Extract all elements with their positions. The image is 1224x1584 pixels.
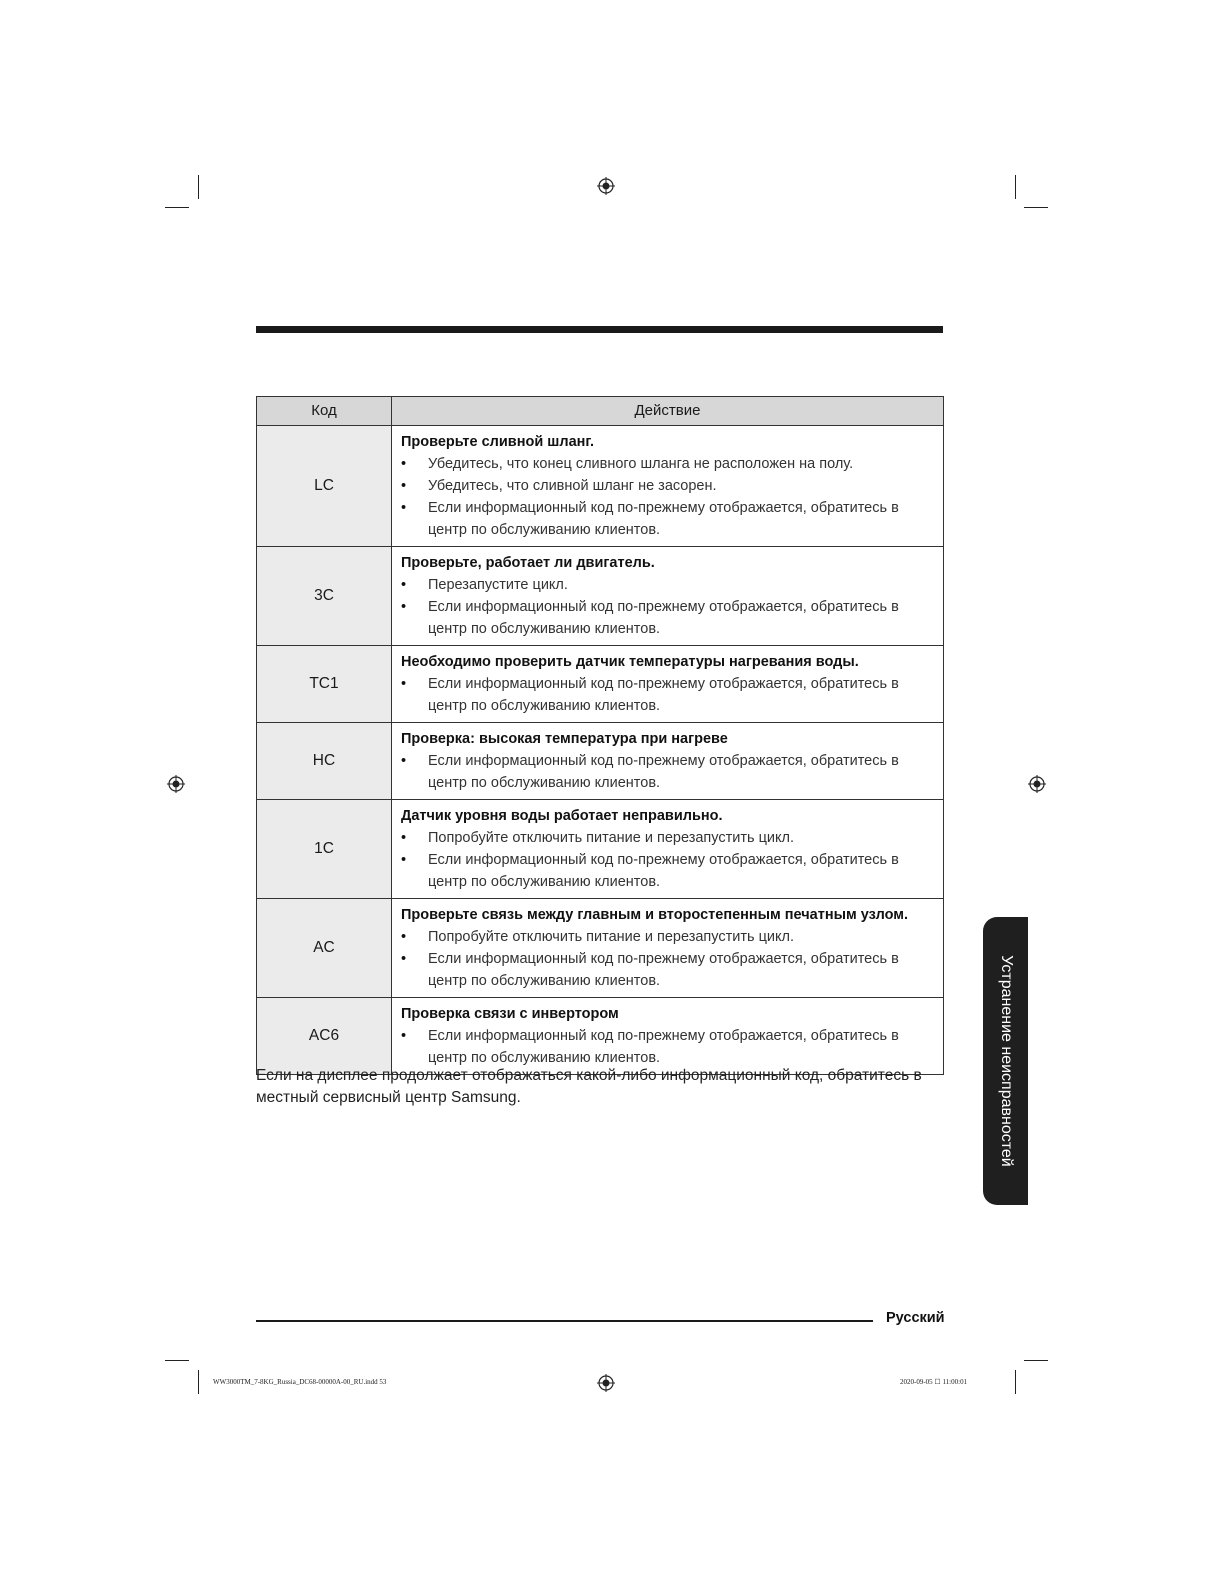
info-code: 1C xyxy=(257,800,392,899)
action-list-item-text: Если информационный код по-прежнему отображается, обратитесь в центр по обслуживанию клиентов. xyxy=(428,852,899,890)
action-list-item-text: Попробуйте отключить питание и перезапустить цикл. xyxy=(428,929,794,945)
table-row xyxy=(257,723,944,800)
action-title: Необходимо проверить датчик температуры нагревания воды. xyxy=(401,654,859,670)
bullet-icon: • xyxy=(401,599,407,615)
info-code: LC xyxy=(257,426,392,547)
action-cell xyxy=(392,800,944,899)
crop-mark xyxy=(165,1360,189,1361)
bullet-icon: • xyxy=(401,577,407,593)
bullet-icon: • xyxy=(401,478,407,494)
bullet-icon: • xyxy=(401,753,407,769)
crop-mark xyxy=(198,1370,199,1394)
table-row xyxy=(257,646,944,723)
section-side-tab xyxy=(983,917,1028,1205)
info-code: TC1 xyxy=(257,646,392,723)
footnote: Если на дисплее продолжает отображаться какой-либо информационный код, обратитесь в местный сервисный центр Samsung. xyxy=(256,1067,922,1106)
action-list-item xyxy=(401,750,935,794)
action-list-item xyxy=(401,475,935,497)
action-list-item-text: Если информационный код по-прежнему отображается, обратитесь в центр по обслуживанию клиентов. xyxy=(428,1028,899,1066)
crop-mark xyxy=(1015,175,1016,199)
bullet-icon: • xyxy=(401,456,407,472)
action-list-item-text: Убедитесь, что сливной шланг не засорен. xyxy=(428,478,717,494)
action-cell xyxy=(392,998,944,1075)
crop-mark xyxy=(1015,1370,1016,1394)
action-list-item-text: Если информационный код по-прежнему отображается, обратитесь в центр по обслуживанию клиентов. xyxy=(428,500,899,538)
action-list-item xyxy=(401,596,935,640)
action-list-item-text: Перезапустите цикл. xyxy=(428,577,568,593)
bullet-icon: • xyxy=(401,951,407,967)
action-cell xyxy=(392,899,944,998)
action-list-item-text: Если информационный код по-прежнему отображается, обратитесь в центр по обслуживанию клиентов. xyxy=(428,951,899,989)
action-cell xyxy=(392,723,944,800)
action-title: Проверьте сливной шланг. xyxy=(401,434,595,450)
column-header-code: Код xyxy=(257,397,392,426)
bullet-icon: • xyxy=(401,1028,407,1044)
info-code: 3C xyxy=(257,547,392,646)
table-row xyxy=(257,547,944,646)
table-header-row xyxy=(257,397,944,426)
action-list-item xyxy=(401,574,935,596)
action-title: Проверка: высокая температура при нагреве xyxy=(401,731,728,747)
action-title: Проверка связи с инвертором xyxy=(401,1006,619,1022)
action-list-item-text: Попробуйте отключить питание и перезапустить цикл. xyxy=(428,830,794,846)
action-cell xyxy=(392,646,944,723)
action-list-item-text: Убедитесь, что конец сливного шланга не расположен на полу. xyxy=(428,456,854,472)
action-cell xyxy=(392,547,944,646)
registration-mark-icon xyxy=(167,775,185,793)
bullet-icon: • xyxy=(401,500,407,516)
footer-rule xyxy=(256,1320,873,1322)
info-code: HC xyxy=(257,723,392,800)
table-row xyxy=(257,426,944,547)
info-code-table xyxy=(256,396,944,1075)
action-list-item xyxy=(401,673,935,717)
info-code: AC6 xyxy=(257,998,392,1075)
action-list-item xyxy=(401,453,935,475)
crop-mark xyxy=(165,207,189,208)
bullet-icon: • xyxy=(401,830,407,846)
section-side-tab-label: Устранение неисправностей xyxy=(997,955,1015,1167)
action-title: Проверьте, работает ли двигатель. xyxy=(401,555,655,571)
print-slug-file: WW3000TM_7-8KG_Russia_DC68-00000A-00_RU.indd 53 xyxy=(213,1378,387,1386)
print-slug-timestamp: 2020-09-05 ☐ 11:00:01 xyxy=(900,1378,968,1386)
action-cell xyxy=(392,426,944,547)
action-title: Проверьте связь между главным и второстепенным печатным узлом. xyxy=(401,907,909,923)
action-title: Датчик уровня воды работает неправильно. xyxy=(401,808,723,824)
bullet-icon: • xyxy=(401,676,407,692)
registration-mark-icon xyxy=(597,1374,615,1392)
language-label: Русский xyxy=(886,1310,945,1326)
crop-mark xyxy=(1024,207,1048,208)
registration-mark-icon xyxy=(597,177,615,195)
action-list-item xyxy=(401,849,935,893)
crop-mark xyxy=(198,175,199,199)
section-top-rule xyxy=(256,326,943,333)
table-row xyxy=(257,998,944,1075)
crop-mark xyxy=(1024,1360,1048,1361)
action-list-item xyxy=(401,926,935,948)
bullet-icon: • xyxy=(401,929,407,945)
column-header-action: Действие xyxy=(392,397,944,426)
table-body xyxy=(257,426,944,1075)
action-list-item-text: Если информационный код по-прежнему отображается, обратитесь в центр по обслуживанию клиентов. xyxy=(428,599,899,637)
action-list-item xyxy=(401,827,935,849)
bullet-icon: • xyxy=(401,852,407,868)
action-list-item xyxy=(401,1025,935,1069)
action-list-item xyxy=(401,948,935,992)
info-code: AC xyxy=(257,899,392,998)
registration-mark-icon xyxy=(1028,775,1046,793)
action-list-item xyxy=(401,497,935,541)
action-list-item-text: Если информационный код по-прежнему отображается, обратитесь в центр по обслуживанию клиентов. xyxy=(428,676,899,714)
table-row xyxy=(257,800,944,899)
action-list-item-text: Если информационный код по-прежнему отображается, обратитесь в центр по обслуживанию клиентов. xyxy=(428,753,899,791)
table-row xyxy=(257,899,944,998)
